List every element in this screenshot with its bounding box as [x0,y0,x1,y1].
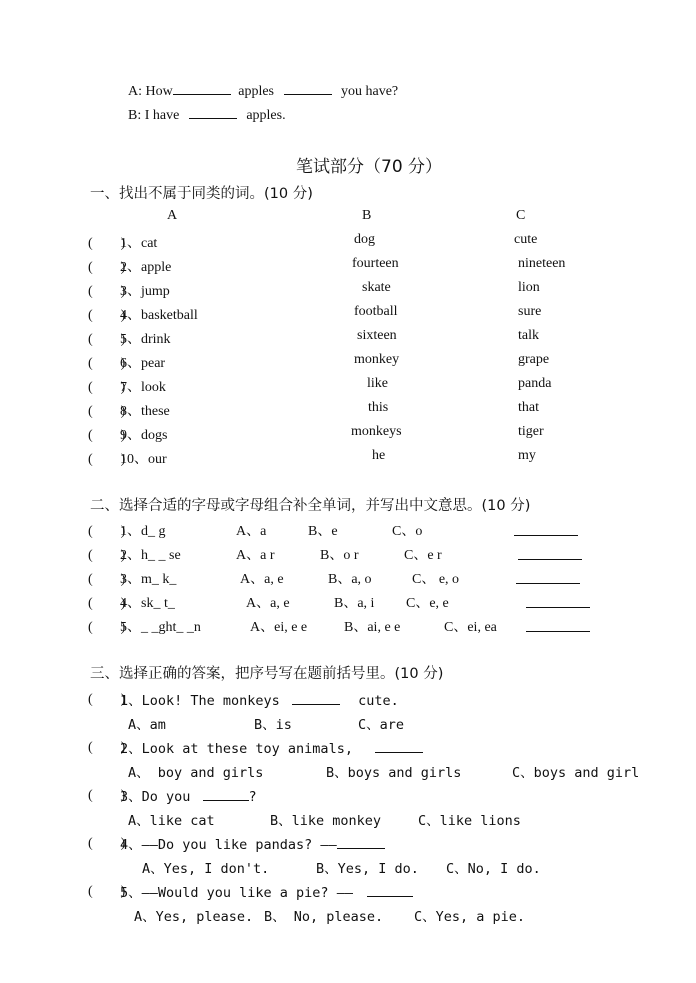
meaning-blank[interactable] [516,571,580,584]
option-a: A、like cat [128,813,215,829]
option-c: C、are [358,717,405,733]
dialogue-b-suffix: apples. [246,108,286,123]
option-c: C、No, I do. [446,861,541,877]
section-3-heading: 三、选择正确的答案，把序号写在题前括号里。(10 分) [90,666,444,682]
answer-paren[interactable]: ( ) [88,428,126,443]
option-b: B、Yes, I do. [316,861,419,877]
answer-paren[interactable]: ( ) [88,596,126,611]
question-item: 3、jump [120,284,170,299]
option-b: this [368,400,389,415]
question-item: 10、our [120,452,167,467]
option-b: monkeys [351,424,402,439]
question-text: 3、Do you [120,789,191,805]
question-text: 2、Look at these toy animals, [120,741,353,757]
question-item [120,881,413,901]
option-b: fourteen [352,256,399,271]
option-c: C、e r [404,548,442,563]
answer-blank[interactable] [367,884,413,897]
option-b: dog [354,232,375,247]
option-b: B、is [254,717,292,733]
option-b: B、e [308,524,338,539]
option-c: panda [518,376,552,391]
answer-blank[interactable] [203,788,249,801]
dialogue-b-prefix: B: I have [128,108,180,123]
answer-paren[interactable]: ( ) [88,692,126,707]
option-c: lion [518,280,540,295]
option-a: A、a r [236,548,275,563]
meaning-blank[interactable] [526,619,590,632]
option-c: sure [518,304,542,319]
question-item: 5、drink [120,332,171,347]
option-c: C、boys and girl [512,765,640,781]
answer-blank[interactable] [292,692,340,705]
question-item: 8、these [120,404,170,419]
option-b: B、o r [320,548,359,563]
answer-paren[interactable]: ( ) [88,548,126,563]
answer-paren[interactable]: ( ) [88,308,126,323]
option-c: talk [518,328,539,343]
option-c: C、ei, ea [444,620,497,635]
answer-blank[interactable] [173,82,231,95]
answer-blank[interactable] [189,106,237,119]
answer-paren[interactable]: ( ) [88,884,126,899]
option-b: like [367,376,388,391]
answer-paren[interactable]: ( ) [88,380,126,395]
option-b: he [372,448,386,463]
answer-paren[interactable]: ( ) [88,452,126,467]
section-2-heading: 二、选择合适的字母或字母组合补全单词，并写出中文意思。(10 分) [90,498,531,514]
option-a: A、am [128,717,166,733]
option-b: B、boys and girls [326,765,462,781]
column-header-a: A [167,208,178,223]
question-item [120,833,385,853]
option-c: that [518,400,539,415]
question-item: 9、dogs [120,428,168,443]
question-text: 4、——Do you like pandas? —— [120,837,337,853]
question-item: 4、sk_ t_ [120,596,175,611]
dialogue-a-prefix: A: How [128,84,173,99]
answer-blank[interactable] [337,836,385,849]
answer-paren[interactable]: ( ) [88,620,126,635]
answer-blank[interactable] [284,82,332,95]
option-b: B、 No, please. [264,909,384,925]
option-c: C、e, e [406,596,449,611]
dialogue-line-a [128,82,398,100]
question-item: 3、m_ k_ [120,572,177,587]
option-a: A、a, e [240,572,284,587]
column-header-b: B [362,208,372,223]
option-a: A、ei, e e [250,620,308,635]
dialogue-a-suffix: you have? [341,84,399,99]
question-item [120,785,257,805]
question-item: 1、d_ g [120,524,166,539]
answer-paren[interactable]: ( ) [88,332,126,347]
option-c: C、o [392,524,423,539]
option-a: A、Yes, please. [134,909,254,925]
answer-paren[interactable]: ( ) [88,356,126,371]
option-c: my [518,448,536,463]
option-a: A、 boy and girls [128,765,264,781]
option-b: football [354,304,398,319]
option-c: nineteen [518,256,566,271]
option-a: A、a [236,524,267,539]
answer-paren[interactable]: ( ) [88,836,126,851]
option-a: A、a, e [246,596,290,611]
option-c: tiger [518,424,544,439]
question-text: 5、——Would you like a pie? —— [120,885,353,901]
dialogue-a-middle: apples [238,84,274,99]
meaning-blank[interactable] [526,595,590,608]
option-b: monkey [354,352,400,367]
option-c: C、Yes, a pie. [414,909,526,925]
answer-paren[interactable]: ( ) [88,284,126,299]
option-b: B、ai, e e [344,620,401,635]
option-b: B、a, o [328,572,372,587]
question-item: 2、h_ _ se [120,548,181,563]
page-title: 笔试部分（70 分） [296,157,443,177]
option-c: cute [514,232,538,247]
question-text-end: cute. [358,693,399,709]
question-item: 6、pear [120,356,166,371]
question-item: 7、look [120,380,166,395]
option-b: sixteen [357,328,397,343]
option-c: C、 e, o [412,572,460,587]
option-b: skate [362,280,391,295]
question-item: 4、basketball [120,308,198,323]
answer-paren[interactable]: ( ) [88,404,126,419]
meaning-blank[interactable] [514,523,578,536]
option-a: A、Yes, I don't. [142,861,270,877]
option-b: B、a, i [334,596,375,611]
question-item: 1、cat [120,236,158,251]
answer-paren[interactable]: ( ) [88,740,126,755]
question-item: 5、_ _ght_ _n [120,620,201,635]
answer-paren[interactable]: ( ) [88,236,126,251]
answer-paren[interactable]: ( ) [88,524,126,539]
option-c: C、like lions [418,813,521,829]
answer-paren[interactable]: ( ) [88,260,126,275]
section-1-heading: 一、找出不属于同类的词。(10 分) [90,186,313,202]
question-text-end: ? [248,789,257,805]
question-item [120,689,399,709]
question-item [120,737,423,757]
option-c: grape [518,352,550,367]
column-header-c: C [516,208,526,223]
answer-blank[interactable] [375,740,423,753]
question-item: 2、apple [120,260,172,275]
dialogue-line-b [128,106,286,124]
answer-paren[interactable]: ( ) [88,788,126,803]
question-text: 1、Look! The monkeys [120,693,280,709]
option-b: B、like monkey [270,813,382,829]
answer-paren[interactable]: ( ) [88,572,126,587]
meaning-blank[interactable] [518,547,582,560]
